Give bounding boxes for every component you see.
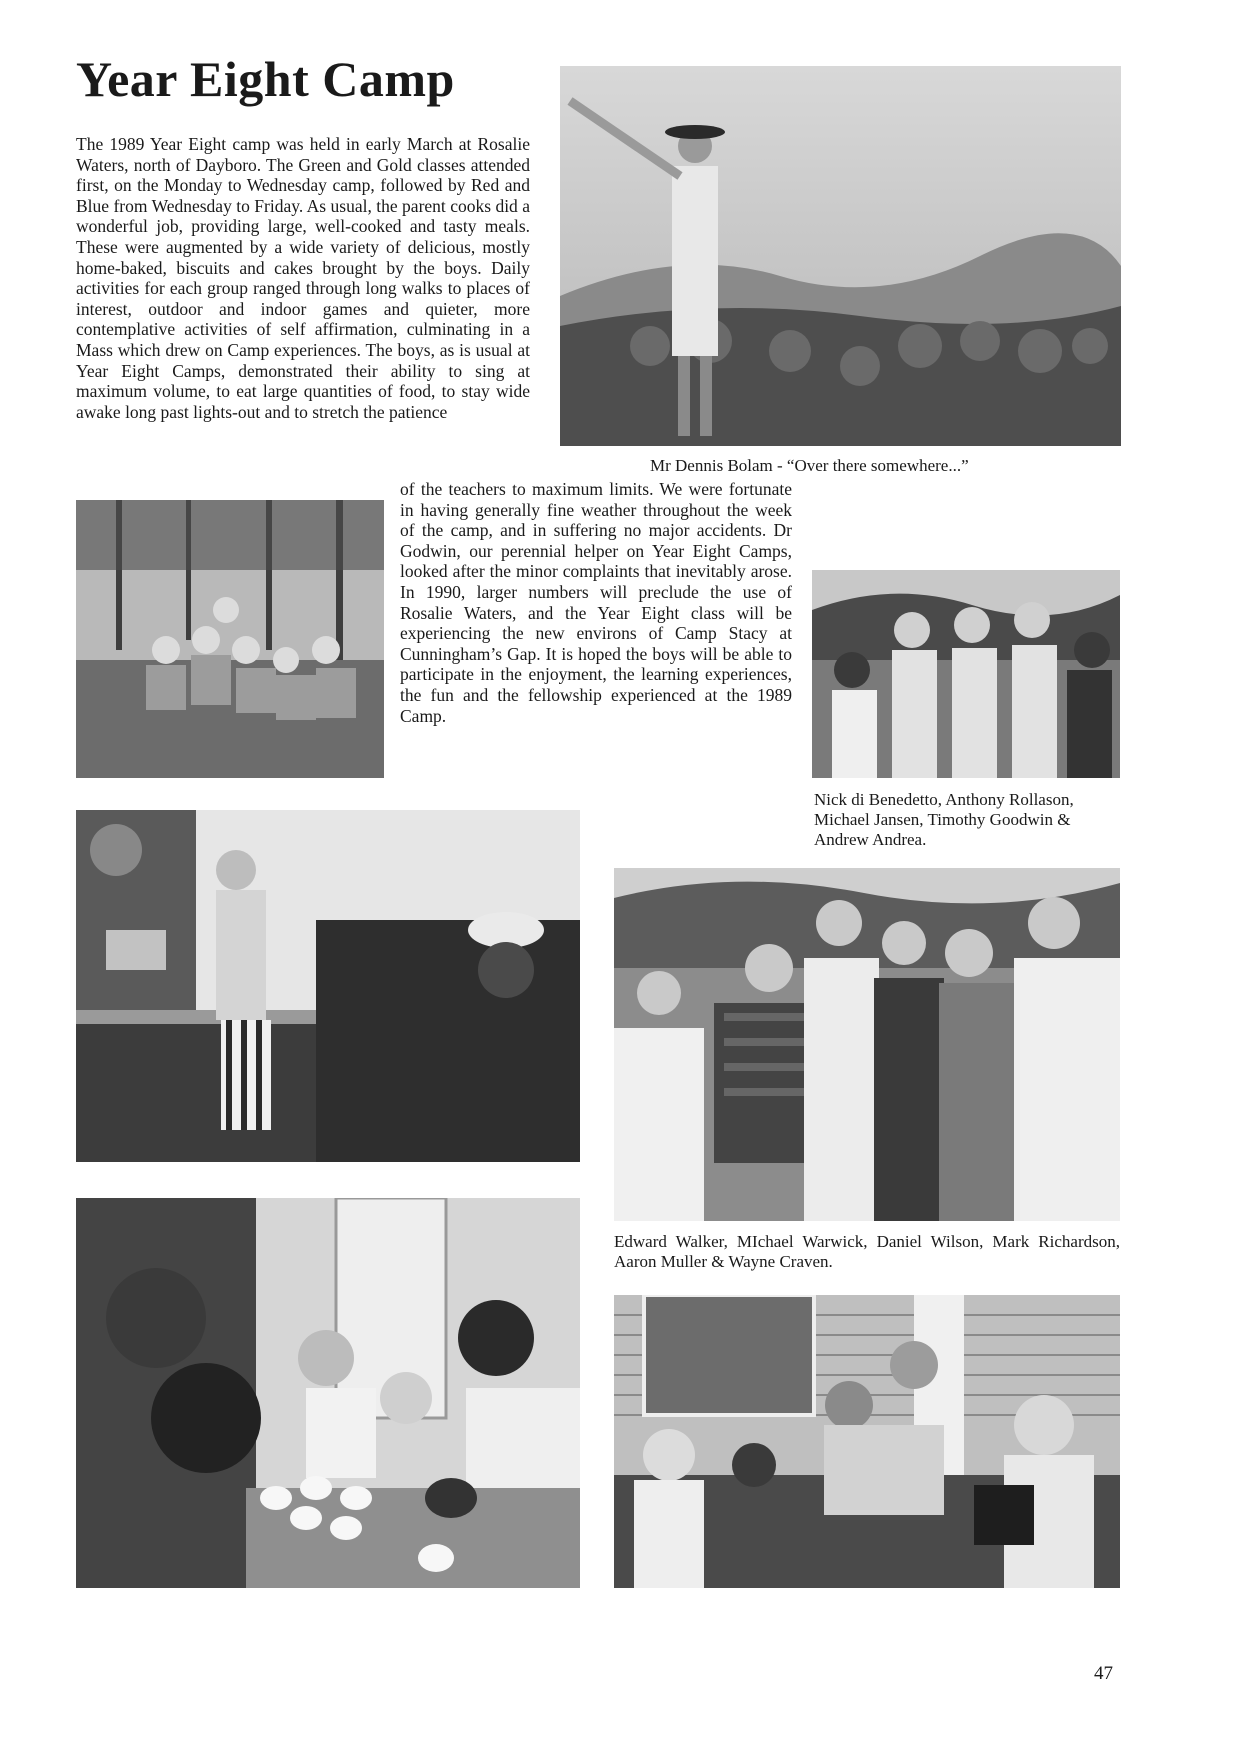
caption-six-boys: Edward Walker, MIchael Warwick, Daniel Wilson, Mark Richardson, Aaron Muller & Wayne Craven. [614,1232,1120,1271]
photo-kitchen-serving [76,810,580,1162]
photo-six-boys [614,868,1120,1221]
page-number: 47 [1094,1663,1113,1684]
article-paragraph-2: of the teachers to maximum limits. We were fortunate in having generally fine weather throughout the week of the camp, and in suffering no major accidents. Dr Godwin, our perennial helper on Year Eight Camps, looked after the minor complaints that inevitably arose. In 1990, larger numbers will preclude the use of Rosalie Waters, and the Year Eight class will be experiencing the new environs of Camp Stacy at Cunningham’s Gap. It is hoped the boys will be able to participate in the enjoyment, the learning experiences, the fun and the fellowship experienced at the 1989 Camp. [400,479,792,726]
caption-teacher: Mr Dennis Bolam - “Over there somewhere...” [650,456,969,475]
page-title: Year Eight Camp [76,51,455,107]
photo-teacher-pointing [560,66,1121,446]
photo-five-boys [812,570,1120,778]
photo-verandah-boys [614,1295,1120,1588]
photo-group-on-grass [76,500,384,778]
photo-table-cups [76,1198,580,1588]
caption-five-boys: Nick di Benedetto, Anthony Rollason, Michael Jansen, Timothy Goodwin & Andrew Andrea. [814,790,1074,849]
article-paragraph-1: The 1989 Year Eight camp was held in early March at Rosalie Waters, north of Dayboro. The Green and Gold classes attended first, on the Monday to Wednesday camp, followed by Red and Blue from Wednesday to Friday. As usual, the parent cooks did a wonderful job, providing large, well-cooked and tasty meals. These were augmented by a wide variety of delicious, mostly home-baked, biscuits and cakes brought by the boys. Daily activities for each group ranged through long walks to places of interest, outdoor and indoor games and quieter, more contemplative activities of self affirmation, culminating in a Mass which drew on Camp experiences. The boys, as is usual at Year Eight Camps, demonstrated their ability to sing at maximum volume, to eat large quantities of food, to stay wide awake long past lights-out and to stretch the patience [76,134,530,422]
